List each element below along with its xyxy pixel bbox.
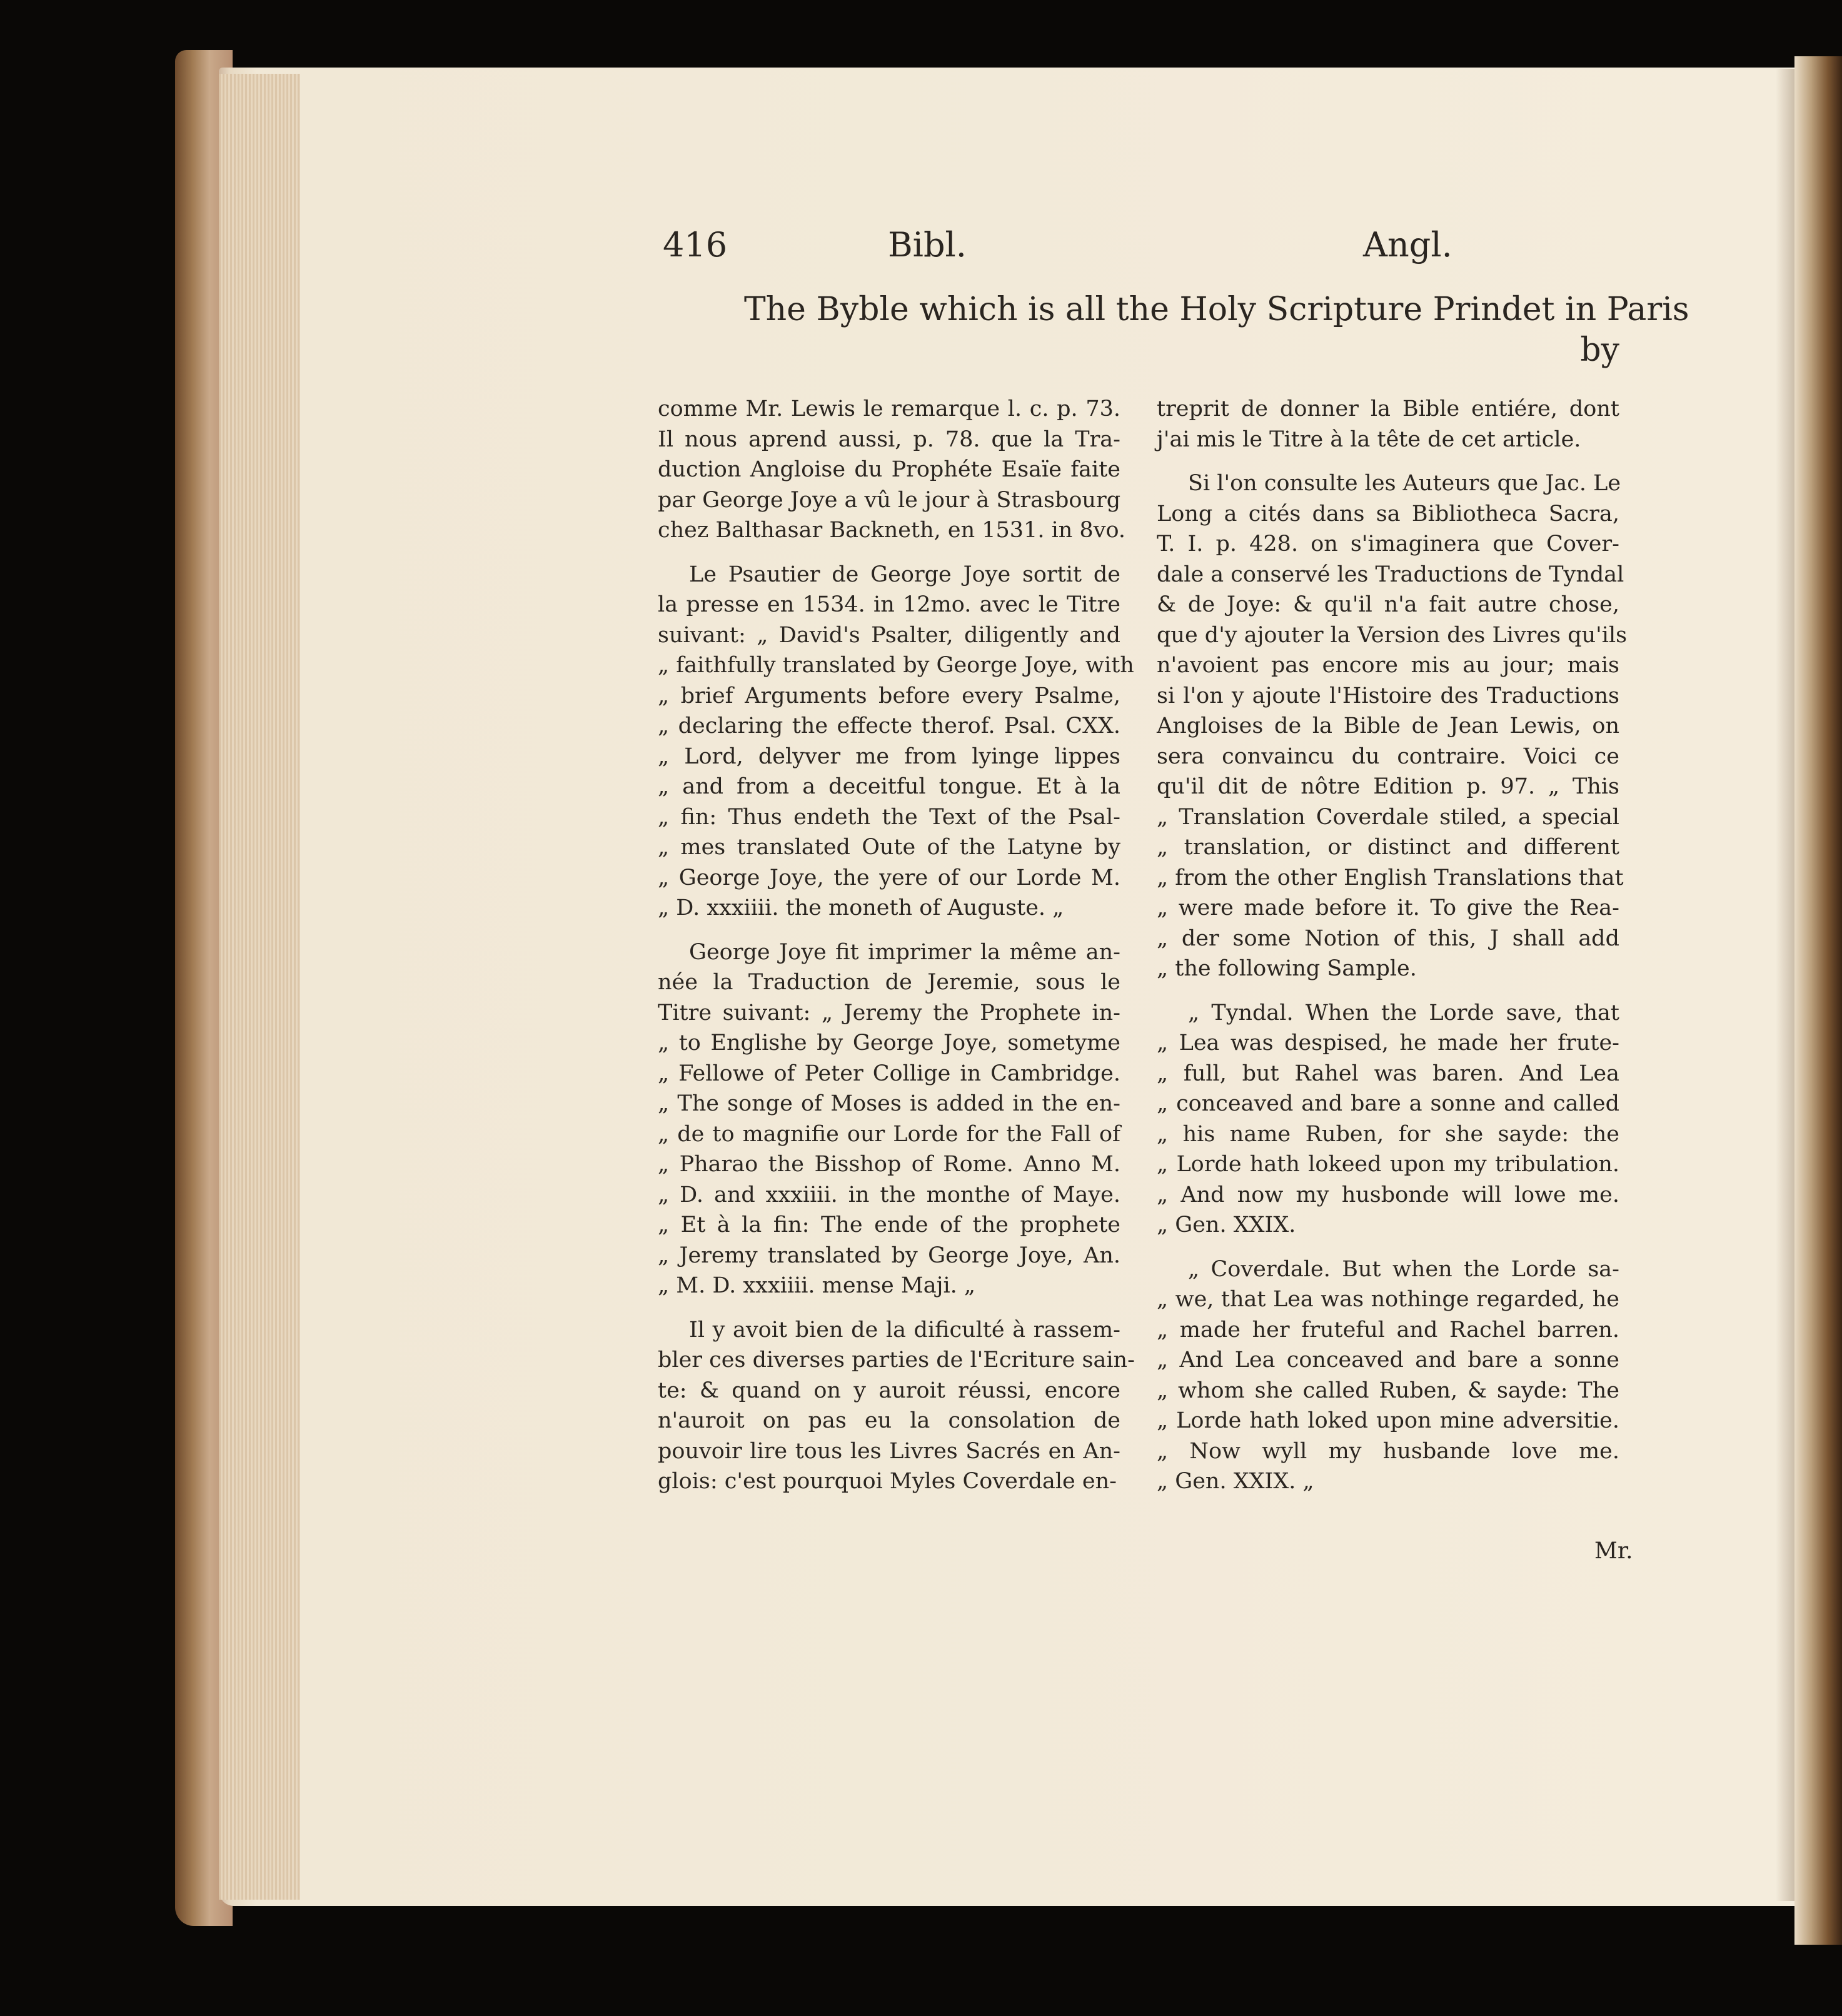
text-line: comme Mr. Lewis le remarque l. c. p. 73. <box>658 396 1120 421</box>
text-line: „ whom she called Ruben, & sayde: The <box>1157 1378 1619 1403</box>
text-line: „ Coverdale. But when the Lorde sa- <box>1188 1256 1619 1282</box>
text-line: Long a cités dans sa Bibliotheca Sacra, <box>1157 501 1619 527</box>
text-line: Il nous aprend aussi, p. 78. que la Tra- <box>658 426 1120 452</box>
text-line: bler ces diverses parties de l'Ecriture sain- <box>658 1348 1135 1373</box>
text-line: que d'y ajouter la Version des Livres qu'ils <box>1157 622 1628 648</box>
text-line: „ Now wyll my husbande love me. <box>1157 1438 1619 1464</box>
text-line: „ brief Arguments before every Psalme, <box>658 683 1120 708</box>
running-title-left: Bibl. <box>888 225 967 265</box>
text-line: „ Pharao the Bisshop of Rome. Anno M. <box>658 1152 1120 1177</box>
text-line: „ Lorde hath loked upon mine adversitie. <box>1157 1408 1619 1433</box>
text-line: „ Et à la fin: The ende of the prophete <box>658 1212 1120 1237</box>
bible-title-line2: by <box>1580 331 1619 369</box>
text-line: te: & quand on y auroit réussi, encore <box>658 1378 1120 1403</box>
text-line: „ Translation Coverdale stiled, a special <box>1157 804 1619 830</box>
text-line: „ And Lea conceaved and bare a sonne <box>1157 1348 1619 1373</box>
right-column-paragraph <box>1157 1254 1619 1497</box>
text-line: „ and from a deceitful tongue. Et à la <box>658 774 1120 799</box>
left-column-paragraph <box>658 1315 1135 1497</box>
text-line: „ the following Sample. <box>1157 956 1417 981</box>
text-line: „ mes translated Oute of the Latyne by <box>658 835 1120 860</box>
text-line: „ Lorde hath lokeed upon my tribulation. <box>1157 1152 1619 1177</box>
right-column-paragraph <box>1157 998 1619 1241</box>
left-column <box>658 394 1135 1511</box>
text-line: „ And now my husbonde will lowe me. <box>1157 1182 1619 1207</box>
text-line: n'auroit on pas eu la consolation de <box>658 1408 1120 1433</box>
text-line: dale a conservé les Traductions de Tyndal <box>1157 562 1624 587</box>
bible-title-line1: The Byble which is all the Holy Scripture Prindet in Paris <box>744 291 1689 328</box>
text-line: „ were made before it. To give the Rea- <box>1157 895 1619 920</box>
left-column-paragraph <box>658 560 1134 924</box>
text-line: „ Gen. XXIX. <box>1157 1212 1296 1237</box>
text-line: & de Joye: & qu'il n'a fait autre chose, <box>1157 592 1619 617</box>
page-stack-edge <box>219 74 300 1900</box>
right-column <box>1157 394 1628 1511</box>
left-column-paragraph <box>658 937 1120 1301</box>
text-line: „ de to magnifie our Lorde for the Fall of <box>658 1121 1120 1147</box>
text-line: „ der some Notion of this, J shall add <box>1157 925 1619 951</box>
text-line: Titre suivant: „ Jeremy the Prophete in- <box>658 1000 1120 1026</box>
text-line: par George Joye a vû le jour à Strasbourg <box>658 487 1121 513</box>
text-line: pouvoir lire tous les Livres Sacrés en An- <box>658 1438 1120 1464</box>
text-line: „ conceaved and bare a sonne and called <box>1157 1091 1619 1116</box>
text-line: „ Lord, delyver me from lyinge lippes <box>658 743 1120 769</box>
text-line: „ full, but Rahel was baren. And Lea <box>1157 1061 1619 1086</box>
text-line: suivant: „ David's Psalter, diligently and <box>658 622 1120 648</box>
catchword: Mr. <box>1594 1538 1633 1564</box>
text-line: treprit de donner la Bible entiére, dont <box>1157 396 1619 421</box>
text-line: „ Gen. XXIX. „ <box>1157 1469 1314 1494</box>
text-line: si l'on y ajoute l'Histoire des Traductions <box>1157 683 1619 708</box>
text-line: „ D. and xxxiiii. in the monthe of Maye. <box>658 1182 1120 1207</box>
text-line: sera convaincu du contraire. Voici ce <box>1157 743 1619 769</box>
text-line: „ fin: Thus endeth the Text of the Psal- <box>658 804 1120 830</box>
text-line: „ from the other English Translations that <box>1157 865 1624 890</box>
left-column-paragraph <box>658 394 1126 546</box>
text-line: Si l'on consulte les Auteurs que Jac. Le <box>1188 471 1621 496</box>
text-line: „ Fellowe of Peter Collige in Cambridge. <box>658 1061 1120 1086</box>
text-line: „ Lea was despised, he made her frute- <box>1157 1031 1619 1056</box>
text-line: j'ai mis le Titre à la tête de cet article. <box>1157 426 1581 452</box>
text-line: T. I. p. 428. on s'imaginera que Cover- <box>1157 532 1619 557</box>
right-column-paragraph <box>1157 468 1628 984</box>
text-line: „ to Englishe by George Joye, sometyme <box>658 1031 1120 1056</box>
text-line: „ The songe of Moses is added in the en- <box>658 1091 1120 1116</box>
text-line: „ translation, or distinct and different <box>1157 835 1619 860</box>
text-line: „ Jeremy translated by George Joye, An. <box>658 1242 1120 1268</box>
facing-page-edge <box>1794 56 1842 1945</box>
text-line: „ M. D. xxxiiii. mense Maji. „ <box>658 1273 976 1298</box>
running-title-right: Angl. <box>1363 225 1452 265</box>
text-line: „ declaring the effecte therof. Psal. CXX. <box>658 713 1120 738</box>
page-number: 416 <box>663 225 728 265</box>
text-line: „ his name Ruben, for she sayde: the <box>1157 1121 1619 1147</box>
book-page <box>625 213 1689 1651</box>
text-line: Angloises de la Bible de Jean Lewis, on <box>1157 713 1619 738</box>
right-column-paragraph <box>1157 394 1619 455</box>
running-head <box>663 225 1619 275</box>
text-line: Il y avoit bien de la dificulté à rassem- <box>689 1317 1120 1343</box>
text-line: née la Traduction de Jeremie, sous le <box>658 970 1120 995</box>
text-line: „ faithfully translated by George Joye, with <box>658 653 1134 678</box>
text-line: la presse en 1534. in 12mo. avec le Titre <box>658 592 1120 617</box>
text-line: duction Angloise du Prophéte Esaïe faite <box>658 457 1120 482</box>
text-line: qu'il dit de nôtre Edition p. 97. „ This <box>1157 774 1619 799</box>
text-line: „ Tyndal. When the Lorde save, that <box>1188 1000 1619 1026</box>
text-line: n'avoient pas encore mis au jour; mais <box>1157 653 1619 678</box>
text-line: „ D. xxxiiii. the moneth of Auguste. „ <box>658 895 1064 920</box>
text-line: George Joye fit imprimer la même an- <box>689 939 1120 965</box>
text-line: chez Balthasar Backneth, en 1531. in 8vo. <box>658 518 1126 543</box>
text-line: „ made her fruteful and Rachel barren. <box>1157 1317 1619 1343</box>
text-line: glois: c'est pourquoi Myles Coverdale en- <box>658 1469 1117 1494</box>
text-line: „ we, that Lea was nothinge regarded, he <box>1157 1287 1619 1312</box>
text-line: „ George Joye, the yere of our Lorde M. <box>658 865 1120 890</box>
text-line: Le Psautier de George Joye sortit de <box>689 562 1120 587</box>
